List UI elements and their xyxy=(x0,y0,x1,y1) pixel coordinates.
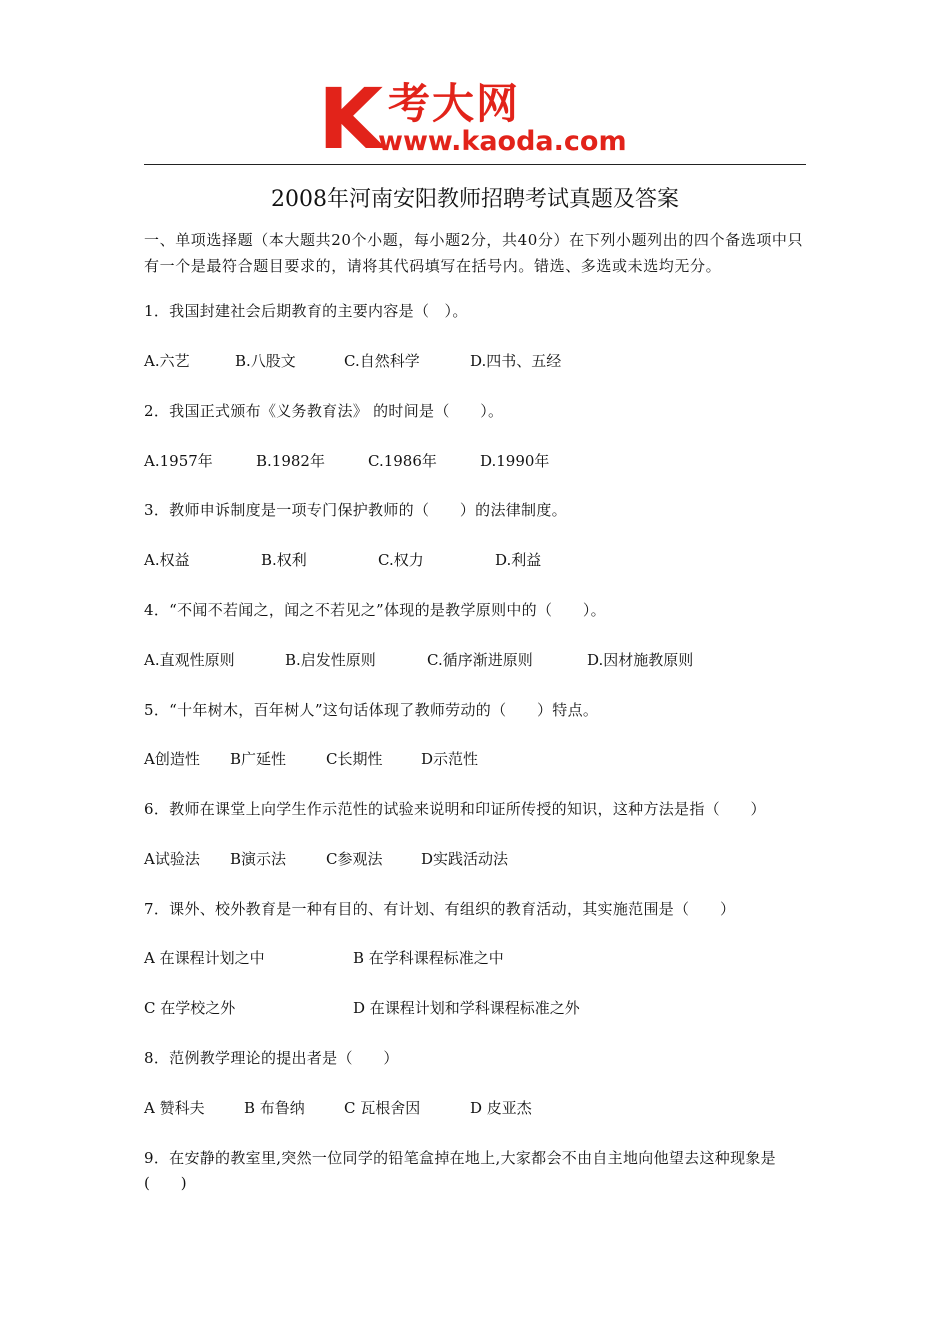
logo-chinese-name: 考大网 xyxy=(388,79,521,128)
q4-option-c: C.循序渐进原则 xyxy=(427,651,533,669)
question-6: 6．教师在课堂上向学生作示范性的试验来说明和印证所传授的知识，这种方法是指（ ） xyxy=(144,800,766,818)
q2-option-d: D.1990年 xyxy=(480,452,550,470)
q2-option-b: B.1982年 xyxy=(256,452,325,470)
q3-option-a: A.权益 xyxy=(144,551,190,569)
q6-option-d: D实践活动法 xyxy=(421,850,509,868)
q6-option-a: A试验法 xyxy=(144,850,200,868)
q8-option-d: D 皮亚杰 xyxy=(470,1099,532,1117)
q5-option-c: C长期性 xyxy=(326,750,383,768)
header-divider xyxy=(144,164,806,165)
logo-url: www.kaoda.com xyxy=(378,126,627,157)
question-8: 8．范例教学理论的提出者是（ ） xyxy=(144,1049,399,1067)
q7-option-d: D 在课程计划和学科课程标准之外 xyxy=(353,999,580,1017)
question-7: 7．课外、校外教育是一种有目的、有计划、有组织的教育活动，其实施范围是（ ） xyxy=(144,900,736,918)
question-2: 2．我国正式颁布《义务教育法》 的时间是（ ）。 xyxy=(144,402,504,420)
q3-option-b: B.权利 xyxy=(261,551,307,569)
q8-option-c: C 瓦根舍因 xyxy=(344,1099,421,1117)
q7-option-b: B 在学科课程标准之中 xyxy=(353,949,504,967)
q7-option-c: C 在学校之外 xyxy=(144,999,236,1017)
q4-option-d: D.因材施教原则 xyxy=(587,651,694,669)
q6-option-b: B演示法 xyxy=(230,850,287,868)
q2-option-a: A.1957年 xyxy=(144,452,213,470)
q5-option-a: A创造性 xyxy=(144,750,200,768)
q7-option-a: A 在课程计划之中 xyxy=(144,949,265,967)
question-4: 4．“不闻不若闻之，闻之不若见之”体现的是教学原则中的（ ）。 xyxy=(144,601,606,619)
section-instructions: 一、单项选择题（本大题共20个小题，每小题2分，共40分）在下列小题列出的四个备选项中只有一个是最符合题目要求的，请将其代码填写在括号内。错选、多选或未选均无分。 xyxy=(144,231,804,275)
q5-option-b: B广延性 xyxy=(230,750,287,768)
document-title: 2008年河南安阳教师招聘考试真题及答案 xyxy=(271,187,679,212)
q2-option-c: C.1986年 xyxy=(368,452,437,470)
question-9: 9．在安静的教室里,突然一位同学的铅笔盒掉在地上,大家都会不由自主地向他望去这种现象是( ) xyxy=(144,1149,776,1192)
q8-option-b: B 布鲁纳 xyxy=(244,1099,305,1117)
q4-option-a: A.直观性原则 xyxy=(144,651,235,669)
q8-option-a: A 赞科夫 xyxy=(144,1099,205,1117)
question-1: 1．我国封建社会后期教育的主要内容是（ ）。 xyxy=(144,302,468,320)
q5-option-d: D示范性 xyxy=(421,750,479,768)
q1-option-d: D.四书、五经 xyxy=(470,352,562,370)
q1-option-c: C.自然科学 xyxy=(344,352,420,370)
q1-option-b: B.八股文 xyxy=(235,352,296,370)
question-5: 5．“十年树木，百年树人”这句话体现了教师劳动的（ ）特点。 xyxy=(144,701,599,719)
question-3: 3．教师申诉制度是一项专门保护教师的（ ）的法律制度。 xyxy=(144,501,567,519)
q3-option-d: D.利益 xyxy=(495,551,542,569)
kaoda-logo xyxy=(318,70,648,168)
q4-option-b: B.启发性原则 xyxy=(285,651,376,669)
q1-option-a: A.六艺 xyxy=(144,352,190,370)
q3-option-c: C.权力 xyxy=(378,551,424,569)
q6-option-c: C参观法 xyxy=(326,850,383,868)
logo-k-letter: K xyxy=(318,70,380,168)
